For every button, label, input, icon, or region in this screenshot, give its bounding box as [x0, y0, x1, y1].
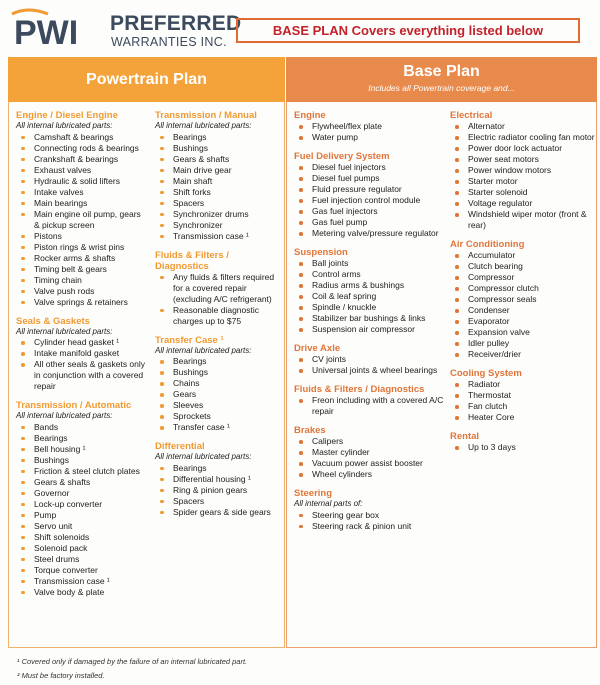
coverage-item: Evaporator — [450, 316, 595, 327]
coverage-item: Transfer case ¹ — [155, 422, 285, 433]
section-title: Transmission / Manual — [155, 110, 257, 121]
coverage-list — [450, 442, 595, 453]
section-subtitle: All internal lubricated parts: — [155, 345, 252, 355]
coverage-item: Servo unit — [16, 521, 148, 532]
coverage-item: Compressor seals — [450, 294, 595, 305]
coverage-item: Crankshaft & bearings — [16, 154, 148, 165]
coverage-item: Sprockets — [155, 411, 285, 422]
powertrain-column-1 — [16, 110, 148, 606]
section-subtitle: All internal lubricated parts: — [155, 452, 252, 461]
coverage-item: Fan clutch — [450, 401, 595, 412]
coverage-item: Freon including with a covered A/C repair — [294, 395, 444, 417]
coverage-item: Windshield wiper motor (front & rear) — [450, 209, 595, 231]
section-engine — [294, 110, 444, 143]
section-title: Differential — [155, 441, 205, 452]
svg-text:PWI: PWI — [14, 14, 79, 48]
coverage-item: Bands — [16, 422, 148, 433]
section-seals-gaskets — [16, 316, 148, 393]
coverage-item: Gears & shafts — [16, 477, 148, 488]
section-air-conditioning — [450, 239, 595, 360]
section-subtitle: All internal lubricated parts: — [16, 326, 113, 336]
coverage-item: Electric radiator cooling fan motor — [450, 132, 595, 143]
coverage-item: Starter motor — [450, 176, 595, 187]
coverage-item: Control arms — [294, 269, 444, 280]
coverage-item: Master cylinder — [294, 447, 444, 458]
section-title: Rental — [450, 431, 480, 442]
brand-subname: WARRANTIES INC. — [111, 35, 227, 49]
section-title: Drive Axle — [294, 343, 341, 354]
coverage-item: Main drive gear — [155, 165, 285, 176]
coverage-list — [450, 250, 595, 360]
section-differential — [155, 441, 285, 518]
coverage-item: Pump — [16, 510, 148, 521]
section-fluids-filters-diagnostics — [294, 384, 444, 417]
coverage-item: Clutch bearing — [450, 261, 595, 272]
coverage-item: Main bearings — [16, 198, 148, 209]
coverage-item: Synchronizer drums — [155, 209, 285, 220]
coverage-item: Thermostat — [450, 390, 595, 401]
base-plan-header — [286, 57, 597, 102]
coverage-item: Governor — [16, 488, 148, 499]
coverage-list — [450, 121, 595, 231]
coverage-item: Suspension air compressor — [294, 324, 444, 335]
coverage-item: Stabilizer bar bushings & links — [294, 313, 444, 324]
section-engine-diesel-engine — [16, 110, 148, 308]
base-plan-banner: BASE PLAN Covers everything listed below — [236, 18, 580, 43]
coverage-item: Fluid pressure regulator — [294, 184, 444, 195]
base-column-2 — [450, 110, 595, 461]
coverage-list — [16, 422, 148, 598]
coverage-item: Starter solenoid — [450, 187, 595, 198]
coverage-item: Friction & steel clutch plates — [16, 466, 148, 477]
section-subtitle: All internal lubricated parts: — [155, 121, 252, 130]
coverage-item: Up to 3 days — [450, 442, 595, 453]
coverage-item: Diesel fuel injectors — [294, 162, 444, 173]
coverage-item: Gears & shafts — [155, 154, 285, 165]
section-transfer-case — [155, 335, 285, 434]
coverage-list — [450, 379, 595, 423]
coverage-item: Bushings — [155, 143, 285, 154]
coverage-item: Shift solenoids — [16, 532, 148, 543]
coverage-item: Valve push rods — [16, 286, 148, 297]
footnote-2: ² Must be factory installed. — [17, 671, 105, 680]
pwi-logo-icon — [10, 8, 108, 48]
company-logo — [10, 8, 242, 50]
coverage-item: Connecting rods & bearings — [16, 143, 148, 154]
footnote-1: ¹ Covered only if damaged by the failure of an internal lubricated part. — [17, 657, 248, 666]
coverage-item: Power window motors — [450, 165, 595, 176]
coverage-item: Receiver/drier — [450, 349, 595, 360]
coverage-item: Reasonable diagnostic charges up to $75 — [155, 305, 285, 327]
coverage-item: Valve springs & retainers — [16, 297, 148, 308]
coverage-item: Universal joints & wheel bearings — [294, 365, 444, 376]
coverage-item: Piston rings & wrist pins — [16, 242, 148, 253]
section-title: Cooling System — [450, 368, 522, 379]
coverage-item: Rocker arms & shafts — [16, 253, 148, 264]
coverage-item: Intake valves — [16, 187, 148, 198]
section-title: Seals & Gaskets — [16, 315, 90, 327]
coverage-item: Diesel fuel pumps — [294, 173, 444, 184]
section-title: Air Conditioning — [450, 239, 525, 250]
coverage-list — [294, 510, 444, 532]
coverage-item: Camshaft & bearings — [16, 132, 148, 143]
coverage-item: Fuel injection control module — [294, 195, 444, 206]
section-title: Brakes — [294, 425, 326, 436]
coverage-item: Radiator — [450, 379, 595, 390]
base-plan-subtitle: Includes all Powertrain coverage and... — [368, 83, 515, 93]
coverage-list — [155, 356, 285, 433]
coverage-item: Ball joints — [294, 258, 444, 269]
coverage-item: Gas fuel pump — [294, 217, 444, 228]
section-brakes — [294, 425, 444, 480]
coverage-item: CV joints — [294, 354, 444, 365]
section-title: Engine / Diesel Engine — [16, 110, 118, 121]
section-steering — [294, 488, 444, 532]
coverage-item: Pistons — [16, 231, 148, 242]
base-plan-title: Base Plan — [403, 63, 480, 80]
coverage-item: Metering valve/pressure regulator — [294, 228, 444, 239]
coverage-item: Water pump — [294, 132, 444, 143]
coverage-item: Power seat motors — [450, 154, 595, 165]
section-title: Electrical — [450, 110, 493, 121]
section-title: Steering — [294, 488, 333, 499]
section-fluids-filters-diagnostics — [155, 250, 285, 327]
section-cooling-system — [450, 368, 595, 423]
coverage-item: Exhaust valves — [16, 165, 148, 176]
coverage-item: Solenoid pack — [16, 543, 148, 554]
coverage-item: Bearings — [155, 356, 285, 367]
coverage-item: Spacers — [155, 496, 285, 507]
section-subtitle: All internal lubricated parts: — [16, 121, 113, 130]
coverage-item: Steering gear box — [294, 510, 444, 521]
coverage-item: Heater Core — [450, 412, 595, 423]
coverage-item: Coil & leaf spring — [294, 291, 444, 302]
powertrain-column-2 — [155, 110, 285, 526]
coverage-item: Condenser — [450, 305, 595, 316]
section-title: Fuel Delivery System — [294, 151, 390, 162]
coverage-item: Any fluids & filters required for a covered repair (excluding A/C refrigerant) — [155, 272, 285, 305]
coverage-item: Transmission case ¹ — [155, 231, 285, 242]
section-transmission-automatic — [16, 400, 148, 598]
coverage-item: Main engine oil pump, gears & pickup screen — [16, 209, 148, 231]
section-title: Suspension — [294, 247, 348, 258]
section-title: Engine — [294, 110, 326, 121]
section-transmission-manual — [155, 110, 285, 242]
brand-name: PREFERRED — [110, 12, 242, 35]
section-drive-axle — [294, 343, 444, 376]
coverage-item: Calipers — [294, 436, 444, 447]
coverage-item: Synchronizer — [155, 220, 285, 231]
coverage-list — [16, 132, 148, 308]
coverage-list — [294, 436, 444, 480]
section-subtitle: All internal parts of: — [294, 499, 363, 508]
coverage-list — [294, 354, 444, 376]
coverage-item: Gears — [155, 389, 285, 400]
coverage-list — [155, 132, 285, 242]
section-suspension — [294, 247, 444, 335]
coverage-item: Gas fuel injectors — [294, 206, 444, 217]
coverage-item: Valve body & plate — [16, 587, 148, 598]
coverage-item: Differential housing ¹ — [155, 474, 285, 485]
coverage-list — [155, 463, 285, 518]
coverage-item: Hydraulic & solid lifters — [16, 176, 148, 187]
powertrain-plan-header: Powertrain Plan — [8, 57, 285, 102]
coverage-item: Intake manifold gasket — [16, 348, 148, 359]
coverage-item: Expansion valve — [450, 327, 595, 338]
coverage-list — [16, 337, 148, 392]
coverage-item: Accumulator — [450, 250, 595, 261]
section-fuel-delivery-system — [294, 151, 444, 239]
coverage-list — [294, 395, 444, 417]
base-column-1 — [294, 110, 444, 540]
coverage-item: Shift forks — [155, 187, 285, 198]
section-title: Transmission / Automatic — [16, 400, 132, 411]
coverage-item: Lock-up converter — [16, 499, 148, 510]
coverage-item: Bushings — [155, 367, 285, 378]
coverage-list — [155, 272, 285, 327]
coverage-item: Alternator — [450, 121, 595, 132]
coverage-item: Radius arms & bushings — [294, 280, 444, 291]
coverage-item: Torque converter — [16, 565, 148, 576]
section-title: Fluids & Filters / Diagnostics — [294, 384, 425, 395]
coverage-list — [294, 258, 444, 335]
coverage-list — [294, 121, 444, 143]
coverage-item: Ring & pinion gears — [155, 485, 285, 496]
coverage-item: Idler pulley — [450, 338, 595, 349]
coverage-item: Spindle / knuckle — [294, 302, 444, 313]
coverage-item: Timing belt & gears — [16, 264, 148, 275]
coverage-item: All other seals & gaskets only in conjunction with a covered repair — [16, 359, 148, 392]
coverage-item: Flywheel/flex plate — [294, 121, 444, 132]
coverage-item: Steering rack & pinion unit — [294, 521, 444, 532]
section-subtitle: All internal lubricated parts: — [16, 411, 113, 420]
section-rental — [450, 431, 595, 453]
coverage-item: Transmission case ¹ — [16, 576, 148, 587]
section-title: Fluids & Filters / Diagnostics — [155, 249, 229, 272]
coverage-item: Sleeves — [155, 400, 285, 411]
coverage-item: Voltage regulator — [450, 198, 595, 209]
coverage-item: Main shaft — [155, 176, 285, 187]
coverage-item: Steel drums — [16, 554, 148, 565]
coverage-item: Bearings — [16, 433, 148, 444]
coverage-item: Bearings — [155, 463, 285, 474]
coverage-list — [294, 162, 444, 239]
coverage-item: Wheel cylinders — [294, 469, 444, 480]
coverage-item: Spacers — [155, 198, 285, 209]
coverage-item: Vacuum power assist booster — [294, 458, 444, 469]
coverage-item: Power door lock actuator — [450, 143, 595, 154]
coverage-item: Cylinder head gasket ¹ — [16, 337, 148, 348]
coverage-item: Compressor clutch — [450, 283, 595, 294]
coverage-item: Chains — [155, 378, 285, 389]
coverage-item: Compressor — [450, 272, 595, 283]
coverage-item: Bell housing ¹ — [16, 444, 148, 455]
section-title: Transfer Case ¹ — [155, 334, 224, 346]
coverage-item: Spider gears & side gears — [155, 507, 285, 518]
section-electrical — [450, 110, 595, 231]
coverage-item: Bushings — [16, 455, 148, 466]
coverage-item: Timing chain — [16, 275, 148, 286]
coverage-item: Bearings — [155, 132, 285, 143]
